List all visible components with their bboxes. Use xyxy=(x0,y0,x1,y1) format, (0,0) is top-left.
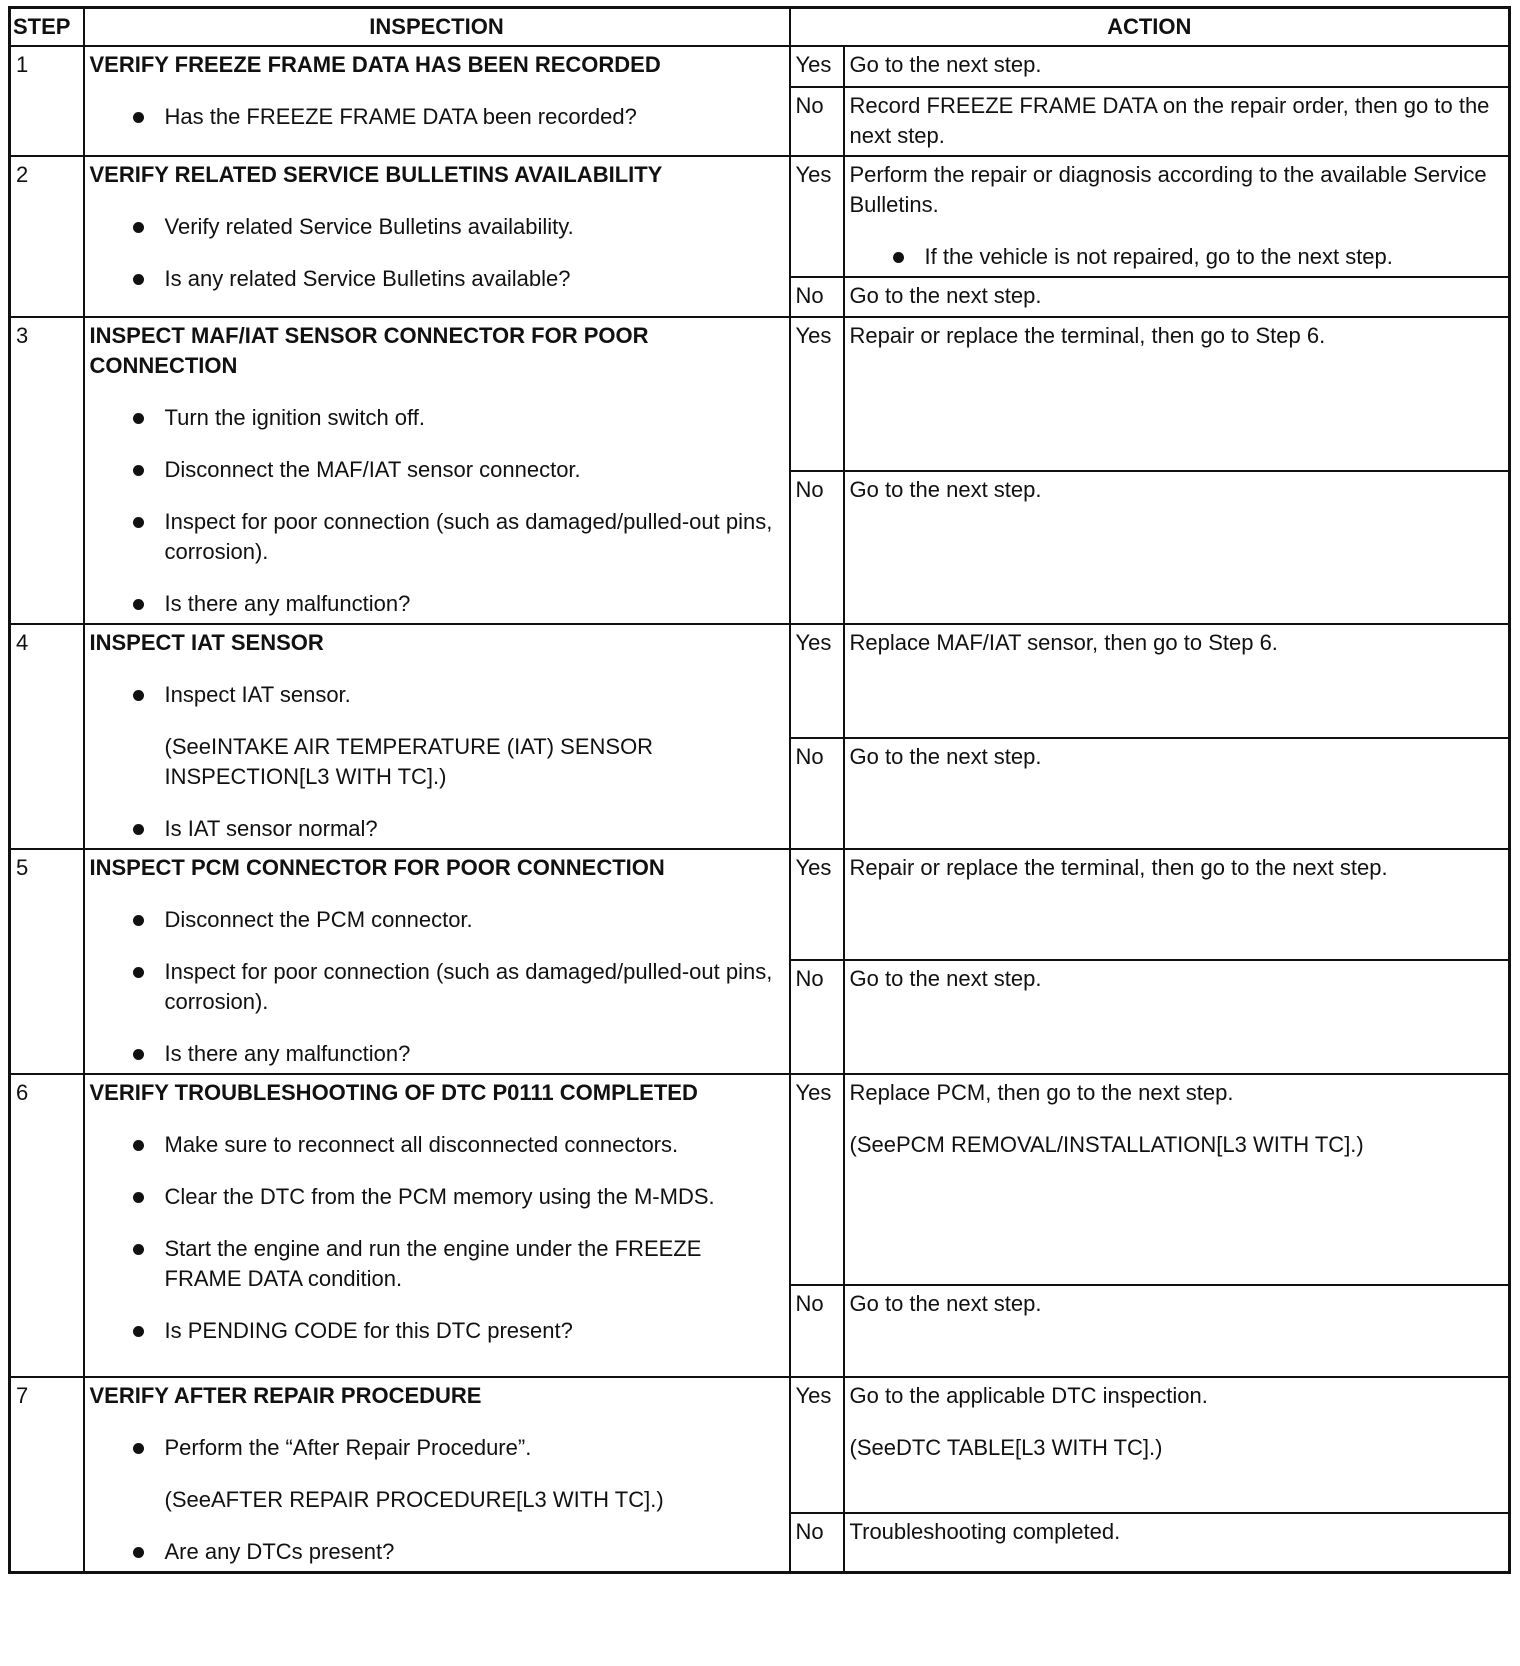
no-label: No xyxy=(790,277,844,317)
action-reference: (SeePCM REMOVAL/INSTALLATION[L3 WITH TC].) xyxy=(849,1132,1364,1157)
no-action: Troubleshooting completed. xyxy=(844,1513,1510,1572)
no-action: Go to the next step. xyxy=(844,960,1510,1074)
yes-label: Yes xyxy=(790,156,844,277)
inspection-bullet: Inspect IAT sensor. xyxy=(90,680,784,710)
step-number: 2 xyxy=(10,156,84,317)
yes-action: Perform the repair or diagnosis according to the available Service Bulletins. xyxy=(849,162,1487,217)
bullet-icon xyxy=(133,599,144,610)
inspection-cell xyxy=(84,317,790,624)
inspection-bullet: Has the FREEZE FRAME DATA been recorded? xyxy=(90,102,784,132)
table-header-row xyxy=(10,8,1510,47)
bullet-icon xyxy=(133,690,144,701)
header-step: STEP xyxy=(10,8,84,47)
no-action: Record FREEZE FRAME DATA on the repair order, then go to the next step. xyxy=(844,87,1510,156)
yes-action-cell xyxy=(844,156,1510,277)
action-bullet: If the vehicle is not repaired, go to the next step. xyxy=(850,242,1504,272)
step-number: 6 xyxy=(10,1074,84,1377)
yes-action-cell xyxy=(844,1074,1510,1285)
yes-action: Repair or replace the terminal, then go to the next step. xyxy=(844,849,1510,960)
no-label: No xyxy=(790,738,844,850)
inspection-cell xyxy=(84,1074,790,1377)
step-number: 4 xyxy=(10,624,84,849)
yes-label: Yes xyxy=(790,1377,844,1513)
no-action: Go to the next step. xyxy=(844,738,1510,850)
inspection-reference: (SeeINTAKE AIR TEMPERATURE (IAT) SENSOR INSPECTION[L3 WITH TC].) xyxy=(164,734,654,789)
inspection-title: INSPECT MAF/IAT SENSOR CONNECTOR FOR POOR CONNECTION xyxy=(89,323,649,378)
no-label: No xyxy=(790,471,844,624)
bullet-icon xyxy=(133,274,144,285)
inspection-bullet: Disconnect the PCM connector. xyxy=(90,905,784,935)
bullet-icon xyxy=(133,967,144,978)
inspection-cell xyxy=(84,624,790,849)
bullet-icon xyxy=(133,413,144,424)
inspection-bullet: Is there any malfunction? xyxy=(90,1039,784,1069)
diagnostic-procedure-sheet xyxy=(8,6,1508,1574)
table-row xyxy=(10,46,1510,87)
table-row xyxy=(10,317,1510,471)
action-reference: (SeeDTC TABLE[L3 WITH TC].) xyxy=(849,1435,1163,1460)
bullet-icon xyxy=(893,252,904,263)
no-action: Go to the next step. xyxy=(844,471,1510,624)
yes-action-cell xyxy=(844,1377,1510,1513)
yes-action: Go to the applicable DTC inspection. xyxy=(849,1383,1208,1408)
bullet-icon xyxy=(133,1192,144,1203)
inspection-bullet: Are any DTCs present? xyxy=(90,1537,784,1567)
inspection-cell xyxy=(84,1377,790,1573)
yes-label: Yes xyxy=(790,46,844,87)
bullet-icon xyxy=(133,1547,144,1558)
step-number: 3 xyxy=(10,317,84,624)
no-action: Go to the next step. xyxy=(844,1285,1510,1377)
header-inspection: INSPECTION xyxy=(84,8,790,47)
bullet-icon xyxy=(133,1326,144,1337)
table-row xyxy=(10,849,1510,960)
table-row xyxy=(10,1074,1510,1285)
yes-action: Replace PCM, then go to the next step. xyxy=(849,1080,1234,1105)
no-action: Go to the next step. xyxy=(844,277,1510,317)
step-number: 5 xyxy=(10,849,84,1074)
inspection-cell xyxy=(84,849,790,1074)
no-label: No xyxy=(790,87,844,156)
inspection-reference: (SeeAFTER REPAIR PROCEDURE[L3 WITH TC].) xyxy=(164,1487,664,1512)
inspection-bullet: Turn the ignition switch off. xyxy=(90,403,784,433)
inspection-bullet: Is there any malfunction? xyxy=(90,589,784,619)
inspection-title: INSPECT PCM CONNECTOR FOR POOR CONNECTION xyxy=(89,855,665,880)
inspection-bullet: Make sure to reconnect all disconnected connectors. xyxy=(90,1130,784,1160)
inspection-title: VERIFY RELATED SERVICE BULLETINS AVAILABILITY xyxy=(89,162,663,187)
inspection-bullet: Clear the DTC from the PCM memory using the M-MDS. xyxy=(90,1182,784,1212)
inspection-bullet: Inspect for poor connection (such as damaged/pulled-out pins, corrosion). xyxy=(90,957,784,1017)
bullet-icon xyxy=(133,517,144,528)
yes-label: Yes xyxy=(790,624,844,738)
bullet-icon xyxy=(133,1049,144,1060)
table-row xyxy=(10,156,1510,277)
bullet-icon xyxy=(133,112,144,123)
inspection-title: INSPECT IAT SENSOR xyxy=(89,630,324,655)
yes-action: Go to the next step. xyxy=(844,46,1510,87)
inspection-cell xyxy=(84,46,790,156)
yes-action: Replace MAF/IAT sensor, then go to Step 6. xyxy=(844,624,1510,738)
yes-action: Repair or replace the terminal, then go to Step 6. xyxy=(844,317,1510,471)
table-row xyxy=(10,624,1510,738)
yes-label: Yes xyxy=(790,317,844,471)
inspection-bullet: Perform the “After Repair Procedure”. xyxy=(90,1433,784,1463)
bullet-icon xyxy=(133,1244,144,1255)
inspection-bullet: Is IAT sensor normal? xyxy=(90,814,784,844)
yes-label: Yes xyxy=(790,849,844,960)
header-action: ACTION xyxy=(790,8,1510,47)
bullet-icon xyxy=(133,1140,144,1151)
no-label: No xyxy=(790,1285,844,1377)
inspection-bullet: Is PENDING CODE for this DTC present? xyxy=(90,1316,784,1346)
inspection-bullet: Inspect for poor connection (such as damaged/pulled-out pins, corrosion). xyxy=(90,507,784,567)
yes-label: Yes xyxy=(790,1074,844,1285)
inspection-title: VERIFY AFTER REPAIR PROCEDURE xyxy=(89,1383,482,1408)
inspection-cell xyxy=(84,156,790,317)
inspection-bullet: Is any related Service Bulletins available? xyxy=(90,264,784,294)
bullet-icon xyxy=(133,465,144,476)
bullet-icon xyxy=(133,915,144,926)
step-number: 7 xyxy=(10,1377,84,1573)
inspection-bullet: Verify related Service Bulletins availability. xyxy=(90,212,784,242)
inspection-title: VERIFY TROUBLESHOOTING OF DTC P0111 COMPLETED xyxy=(89,1080,698,1105)
inspection-bullet: Disconnect the MAF/IAT sensor connector. xyxy=(90,455,784,485)
bullet-icon xyxy=(133,824,144,835)
bullet-icon xyxy=(133,1443,144,1454)
table-row xyxy=(10,1377,1510,1513)
no-label: No xyxy=(790,1513,844,1572)
inspection-bullet: Start the engine and run the engine under the FREEZE FRAME DATA condition. xyxy=(90,1234,784,1294)
diagnostic-table xyxy=(8,6,1511,1574)
inspection-title: VERIFY FREEZE FRAME DATA HAS BEEN RECORDED xyxy=(89,52,661,77)
no-label: No xyxy=(790,960,844,1074)
bullet-icon xyxy=(133,222,144,233)
step-number: 1 xyxy=(10,46,84,156)
